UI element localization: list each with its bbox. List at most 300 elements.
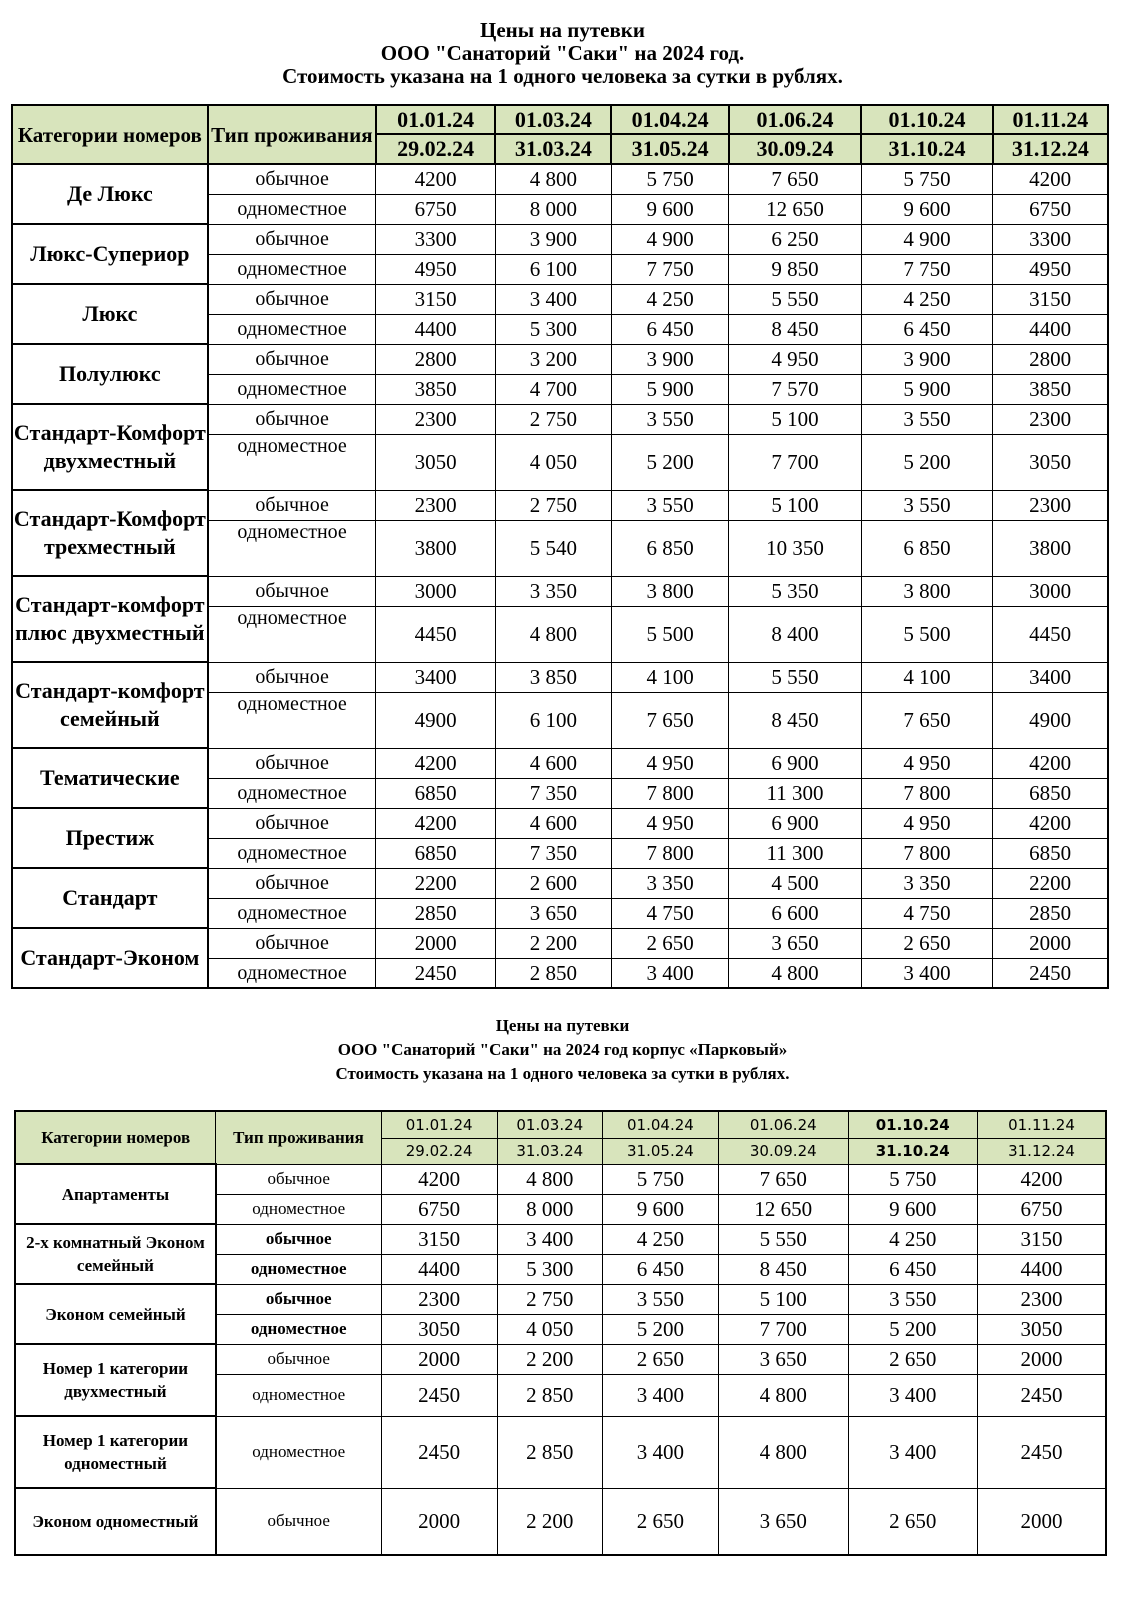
accommodation-type: обычное [216, 1164, 381, 1194]
room-category: Тематические [12, 748, 208, 808]
table-row [12, 662, 1108, 692]
price-cell: 4200 [376, 748, 495, 778]
period-from: 01.04.24 [611, 105, 728, 134]
price-cell: 7 650 [729, 164, 862, 194]
price-cell: 6 600 [729, 898, 862, 928]
price-rows [15, 1164, 1106, 1555]
accommodation-type: обычное [208, 808, 376, 838]
price-cell: 5 100 [729, 404, 862, 434]
price-cell: 3300 [993, 224, 1108, 254]
price-cell: 6750 [993, 194, 1108, 224]
price-cell: 2850 [993, 898, 1108, 928]
accommodation-type: одноместное [208, 778, 376, 808]
period-from: 01.04.24 [602, 1111, 718, 1138]
header-category: Категории номеров [12, 105, 208, 164]
accommodation-type: обычное [208, 748, 376, 778]
price-cell: 9 600 [861, 194, 993, 224]
room-category: 2-х комнатный Эконом семейный [15, 1224, 216, 1284]
room-category: Стандарт [12, 868, 208, 928]
price-cell: 2200 [376, 868, 495, 898]
price-cell: 4200 [381, 1164, 497, 1194]
price-cell: 3 400 [495, 284, 611, 314]
room-category: Стандарт-Комфорт трехместный [12, 490, 208, 576]
price-cell: 2000 [977, 1488, 1106, 1555]
price-cell: 3 650 [495, 898, 611, 928]
price-cell: 4 800 [497, 1164, 602, 1194]
period-from: 01.03.24 [497, 1111, 602, 1138]
price-cell: 5 750 [602, 1164, 718, 1194]
accommodation-type: обычное [208, 662, 376, 692]
price-cell: 3050 [977, 1314, 1106, 1344]
price-cell: 3 400 [848, 1374, 977, 1416]
price-cell: 4 250 [602, 1224, 718, 1254]
room-category: Номер 1 категории одноместный [15, 1416, 216, 1488]
price-cell: 2450 [376, 958, 495, 988]
table-row [12, 808, 1108, 838]
room-category: Люкс [12, 284, 208, 344]
price-cell: 7 350 [495, 838, 611, 868]
price-cell: 6 850 [611, 520, 728, 576]
price-cell: 2300 [977, 1284, 1106, 1314]
price-cell: 4400 [993, 314, 1108, 344]
price-cell: 7 700 [729, 434, 862, 490]
main-building-price-table [11, 104, 1109, 989]
price-cell: 4 950 [861, 808, 993, 838]
price-cell: 10 350 [729, 520, 862, 576]
price-cell: 3 650 [719, 1344, 848, 1374]
price-cell: 4200 [977, 1164, 1106, 1194]
price-cell: 2000 [993, 928, 1108, 958]
price-cell: 3850 [993, 374, 1108, 404]
table-row [12, 928, 1108, 958]
price-cell: 3800 [376, 520, 495, 576]
price-cell: 3050 [376, 434, 495, 490]
price-cell: 3800 [993, 520, 1108, 576]
price-cell: 2000 [381, 1488, 497, 1555]
accommodation-type: одноместное [208, 692, 376, 748]
price-cell: 4400 [381, 1254, 497, 1284]
price-cell: 2450 [977, 1416, 1106, 1488]
accommodation-type: одноместное [216, 1254, 381, 1284]
price-cell: 2300 [376, 404, 495, 434]
price-cell: 8 450 [729, 692, 862, 748]
price-cell: 7 650 [611, 692, 728, 748]
price-cell: 2 200 [495, 928, 611, 958]
room-category: Стандарт-комфорт семейный [12, 662, 208, 748]
price-cell: 4 800 [719, 1374, 848, 1416]
price-cell: 3 550 [611, 404, 728, 434]
price-cell: 5 550 [719, 1224, 848, 1254]
price-cell: 4 750 [861, 898, 993, 928]
price-cell: 4950 [376, 254, 495, 284]
price-cell: 6 250 [729, 224, 862, 254]
price-cell: 5 500 [861, 606, 993, 662]
price-cell: 3150 [993, 284, 1108, 314]
price-cell: 2 750 [495, 404, 611, 434]
period-from: 01.06.24 [719, 1111, 848, 1138]
accommodation-type: обычное [208, 928, 376, 958]
table-row [12, 284, 1108, 314]
period-from: 01.01.24 [376, 105, 495, 134]
price-cell: 3300 [376, 224, 495, 254]
price-cell: 6750 [376, 194, 495, 224]
price-cell: 3 350 [611, 868, 728, 898]
table-row [12, 748, 1108, 778]
price-cell: 2300 [376, 490, 495, 520]
price-cell: 2 850 [497, 1416, 602, 1488]
price-cell: 2 750 [497, 1284, 602, 1314]
price-cell: 2 850 [497, 1374, 602, 1416]
price-cell: 4 600 [495, 748, 611, 778]
table-row [15, 1284, 1106, 1314]
price-cell: 3 400 [497, 1224, 602, 1254]
price-cell: 4200 [376, 808, 495, 838]
room-category: Полулюкс [12, 344, 208, 404]
price-cell: 4 800 [719, 1416, 848, 1488]
room-category: Де Люкс [12, 164, 208, 224]
accommodation-type: одноместное [208, 898, 376, 928]
accommodation-type: одноместное [216, 1194, 381, 1224]
price-cell: 5 550 [729, 284, 862, 314]
price-cell: 2800 [376, 344, 495, 374]
period-to: 31.10.24 [861, 134, 993, 164]
accommodation-type: одноместное [216, 1416, 381, 1488]
price-cell: 4900 [993, 692, 1108, 748]
price-cell: 3 550 [861, 490, 993, 520]
price-cell: 5 200 [611, 434, 728, 490]
accommodation-type: одноместное [208, 838, 376, 868]
title-line: Цены на путевки [495, 1016, 630, 1035]
price-cell: 4 800 [495, 606, 611, 662]
price-cell: 7 700 [719, 1314, 848, 1344]
price-cell: 2 650 [602, 1344, 718, 1374]
price-cell: 5 100 [729, 490, 862, 520]
accommodation-type: одноместное [208, 374, 376, 404]
accommodation-type: обычное [208, 284, 376, 314]
price-cell: 3 650 [719, 1488, 848, 1555]
price-cell: 2000 [376, 928, 495, 958]
header-accommodation-type: Тип проживания [216, 1111, 381, 1164]
price-cell: 2 850 [495, 958, 611, 988]
price-cell: 3 400 [861, 958, 993, 988]
price-cell: 4950 [993, 254, 1108, 284]
price-cell: 7 800 [861, 838, 993, 868]
price-cell: 9 600 [611, 194, 728, 224]
accommodation-type: одноместное [208, 434, 376, 490]
price-cell: 6 900 [729, 748, 862, 778]
period-to: 29.02.24 [381, 1138, 497, 1164]
price-cell: 4 100 [861, 662, 993, 692]
period-to: 30.09.24 [719, 1138, 848, 1164]
price-cell: 2000 [977, 1344, 1106, 1374]
price-cell: 5 550 [729, 662, 862, 692]
header-category: Категории номеров [15, 1111, 216, 1164]
title-line: Стоимость указана на 1 одного человека за сутки в рублях. [335, 1064, 790, 1083]
price-cell: 3 350 [861, 868, 993, 898]
price-cell: 4 900 [611, 224, 728, 254]
price-cell: 2800 [993, 344, 1108, 374]
price-list-title [0, 19, 1125, 88]
price-cell: 2300 [381, 1284, 497, 1314]
accommodation-type: обычное [216, 1344, 381, 1374]
price-cell: 5 200 [602, 1314, 718, 1344]
accommodation-type: обычное [216, 1284, 381, 1314]
header-accommodation-type: Тип проживания [208, 105, 376, 164]
price-cell: 2 200 [497, 1344, 602, 1374]
price-cell: 4 950 [861, 748, 993, 778]
price-cell: 2 650 [848, 1344, 977, 1374]
price-cell: 2450 [381, 1374, 497, 1416]
price-cell: 2 650 [611, 928, 728, 958]
price-cell: 4200 [376, 164, 495, 194]
price-cell: 7 800 [861, 778, 993, 808]
table-row [12, 344, 1108, 374]
accommodation-type: обычное [208, 164, 376, 194]
accommodation-type: обычное [216, 1224, 381, 1254]
title-line: ООО "Санаторий "Саки" на 2024 год. [380, 41, 745, 65]
title-line: ООО "Санаторий "Саки" на 2024 год корпус «Парковый» [337, 1040, 788, 1059]
price-cell: 2200 [993, 868, 1108, 898]
period-from: 01.06.24 [729, 105, 862, 134]
price-cell: 6850 [376, 838, 495, 868]
price-cell: 2 650 [848, 1488, 977, 1555]
price-cell: 4 100 [611, 662, 728, 692]
price-cell: 3 400 [611, 958, 728, 988]
price-cell: 2 750 [495, 490, 611, 520]
price-cell: 3 200 [495, 344, 611, 374]
price-cell: 4 250 [848, 1224, 977, 1254]
price-cell: 8 000 [497, 1194, 602, 1224]
accommodation-type: обычное [216, 1488, 381, 1555]
price-cell: 4 950 [611, 748, 728, 778]
room-category: Номер 1 категории двухместный [15, 1344, 216, 1416]
price-cell: 11 300 [729, 838, 862, 868]
price-cell: 3 900 [861, 344, 993, 374]
price-cell: 3 550 [861, 404, 993, 434]
period-to: 31.05.24 [602, 1138, 718, 1164]
price-cell: 8 450 [719, 1254, 848, 1284]
period-from: 01.11.24 [977, 1111, 1106, 1138]
room-category: Стандарт-Комфорт двухместный [12, 404, 208, 490]
table-row [12, 164, 1108, 194]
price-cell: 6 450 [861, 314, 993, 344]
price-cell: 4900 [376, 692, 495, 748]
price-cell: 4 250 [861, 284, 993, 314]
price-cell: 6850 [993, 838, 1108, 868]
price-cell: 4 900 [861, 224, 993, 254]
period-to: 31.03.24 [497, 1138, 602, 1164]
table-row [15, 1224, 1106, 1254]
price-cell: 3400 [993, 662, 1108, 692]
price-cell: 8 400 [729, 606, 862, 662]
table-row [12, 490, 1108, 520]
price-cell: 7 800 [611, 838, 728, 868]
accommodation-type: обычное [208, 868, 376, 898]
period-from: 01.01.24 [381, 1111, 497, 1138]
price-cell: 2300 [993, 490, 1108, 520]
price-cell: 4 750 [611, 898, 728, 928]
price-cell: 2 200 [497, 1488, 602, 1555]
price-cell: 5 300 [497, 1254, 602, 1284]
price-cell: 4450 [376, 606, 495, 662]
accommodation-type: одноместное [208, 254, 376, 284]
room-category: Люкс-Супериор [12, 224, 208, 284]
accommodation-type: обычное [208, 490, 376, 520]
price-cell: 6750 [381, 1194, 497, 1224]
price-cell: 4 600 [495, 808, 611, 838]
price-cell: 4 950 [729, 344, 862, 374]
table-row [12, 404, 1108, 434]
price-cell: 7 800 [611, 778, 728, 808]
price-cell: 6 100 [495, 692, 611, 748]
room-category: Стандарт-комфорт плюс двухместный [12, 576, 208, 662]
price-cell: 3 850 [495, 662, 611, 692]
price-cell: 3 800 [611, 576, 728, 606]
price-cell: 3 400 [848, 1416, 977, 1488]
price-cell: 3850 [376, 374, 495, 404]
price-cell: 4 500 [729, 868, 862, 898]
price-cell: 4 800 [729, 958, 862, 988]
parkovy-building-price-table [14, 1110, 1107, 1556]
price-cell: 4 950 [611, 808, 728, 838]
price-cell: 3050 [993, 434, 1108, 490]
price-cell: 4200 [993, 164, 1108, 194]
price-cell: 7 650 [861, 692, 993, 748]
price-cell: 9 600 [848, 1194, 977, 1224]
title-line: Стоимость указана на 1 одного человека за сутки в рублях. [282, 64, 843, 88]
price-cell: 3150 [381, 1224, 497, 1254]
price-cell: 9 600 [602, 1194, 718, 1224]
period-to: 31.12.24 [993, 134, 1108, 164]
accommodation-type: одноместное [208, 520, 376, 576]
price-cell: 7 650 [719, 1164, 848, 1194]
accommodation-type: обычное [208, 404, 376, 434]
price-cell: 4200 [993, 748, 1108, 778]
price-cell: 5 540 [495, 520, 611, 576]
price-cell: 6850 [376, 778, 495, 808]
price-cell: 7 750 [611, 254, 728, 284]
price-cell: 5 750 [611, 164, 728, 194]
table-row [12, 576, 1108, 606]
price-cell: 8 450 [729, 314, 862, 344]
period-to: 31.05.24 [611, 134, 728, 164]
price-cell: 5 750 [848, 1164, 977, 1194]
price-cell: 5 750 [861, 164, 993, 194]
price-cell: 4450 [993, 606, 1108, 662]
price-cell: 3 650 [729, 928, 862, 958]
period-from: 01.10.24 [848, 1111, 977, 1138]
price-cell: 6 450 [602, 1254, 718, 1284]
accommodation-type: одноместное [216, 1374, 381, 1416]
price-cell: 5 500 [611, 606, 728, 662]
price-cell: 12 650 [719, 1194, 848, 1224]
price-cell: 3 800 [861, 576, 993, 606]
accommodation-type: одноместное [208, 194, 376, 224]
price-cell: 6 900 [729, 808, 862, 838]
price-cell: 7 350 [495, 778, 611, 808]
price-cell: 6 100 [495, 254, 611, 284]
price-cell: 3050 [381, 1314, 497, 1344]
price-cell: 2 600 [495, 868, 611, 898]
table-row [12, 224, 1108, 254]
price-cell: 7 570 [729, 374, 862, 404]
price-cell: 4 700 [495, 374, 611, 404]
price-cell: 3000 [376, 576, 495, 606]
period-to: 30.09.24 [729, 134, 862, 164]
table-row [15, 1488, 1106, 1555]
price-cell: 3 550 [611, 490, 728, 520]
accommodation-type: обычное [208, 344, 376, 374]
table-row [12, 868, 1108, 898]
table-row [15, 1164, 1106, 1194]
price-cell: 6 450 [611, 314, 728, 344]
price-cell: 6 450 [848, 1254, 977, 1284]
period-to: 31.12.24 [977, 1138, 1106, 1164]
accommodation-type: обычное [208, 576, 376, 606]
title-line: Цены на путевки [479, 18, 646, 42]
price-cell: 6850 [993, 778, 1108, 808]
price-cell: 3150 [376, 284, 495, 314]
price-cell: 5 900 [611, 374, 728, 404]
price-cell: 5 100 [719, 1284, 848, 1314]
period-from: 01.10.24 [861, 105, 993, 134]
price-cell: 3 550 [602, 1284, 718, 1314]
price-cell: 9 850 [729, 254, 862, 284]
price-cell: 2300 [993, 404, 1108, 434]
table-row [15, 1416, 1106, 1488]
price-cell: 2850 [376, 898, 495, 928]
price-cell: 5 900 [861, 374, 993, 404]
price-rows [12, 164, 1108, 988]
parkovy-price-list-title [0, 1014, 1125, 1086]
price-cell: 2 650 [861, 928, 993, 958]
price-cell: 7 750 [861, 254, 993, 284]
price-cell: 2450 [381, 1416, 497, 1488]
accommodation-type: одноместное [208, 958, 376, 988]
price-cell: 3 350 [495, 576, 611, 606]
room-category: Стандарт-Эконом [12, 928, 208, 988]
table-row [15, 1344, 1106, 1374]
price-cell: 3000 [993, 576, 1108, 606]
price-cell: 4400 [376, 314, 495, 344]
price-cell: 5 200 [848, 1314, 977, 1344]
accommodation-type: одноместное [216, 1314, 381, 1344]
price-cell: 6750 [977, 1194, 1106, 1224]
price-cell: 4 050 [497, 1314, 602, 1344]
price-cell: 12 650 [729, 194, 862, 224]
price-cell: 3400 [376, 662, 495, 692]
accommodation-type: обычное [208, 224, 376, 254]
period-to: 29.02.24 [376, 134, 495, 164]
price-cell: 11 300 [729, 778, 862, 808]
room-category: Престиж [12, 808, 208, 868]
price-cell: 3 900 [611, 344, 728, 374]
price-cell: 3 400 [602, 1374, 718, 1416]
price-cell: 2450 [977, 1374, 1106, 1416]
price-cell: 6 850 [861, 520, 993, 576]
room-category: Апартаменты [15, 1164, 216, 1224]
price-cell: 3150 [977, 1224, 1106, 1254]
period-to: 31.10.24 [848, 1138, 977, 1164]
price-cell: 3 400 [602, 1416, 718, 1488]
price-cell: 2450 [993, 958, 1108, 988]
price-cell: 5 200 [861, 434, 993, 490]
price-cell: 3 550 [848, 1284, 977, 1314]
room-category: Эконом одноместный [15, 1488, 216, 1555]
price-cell: 4 050 [495, 434, 611, 490]
price-cell: 8 000 [495, 194, 611, 224]
accommodation-type: одноместное [208, 314, 376, 344]
